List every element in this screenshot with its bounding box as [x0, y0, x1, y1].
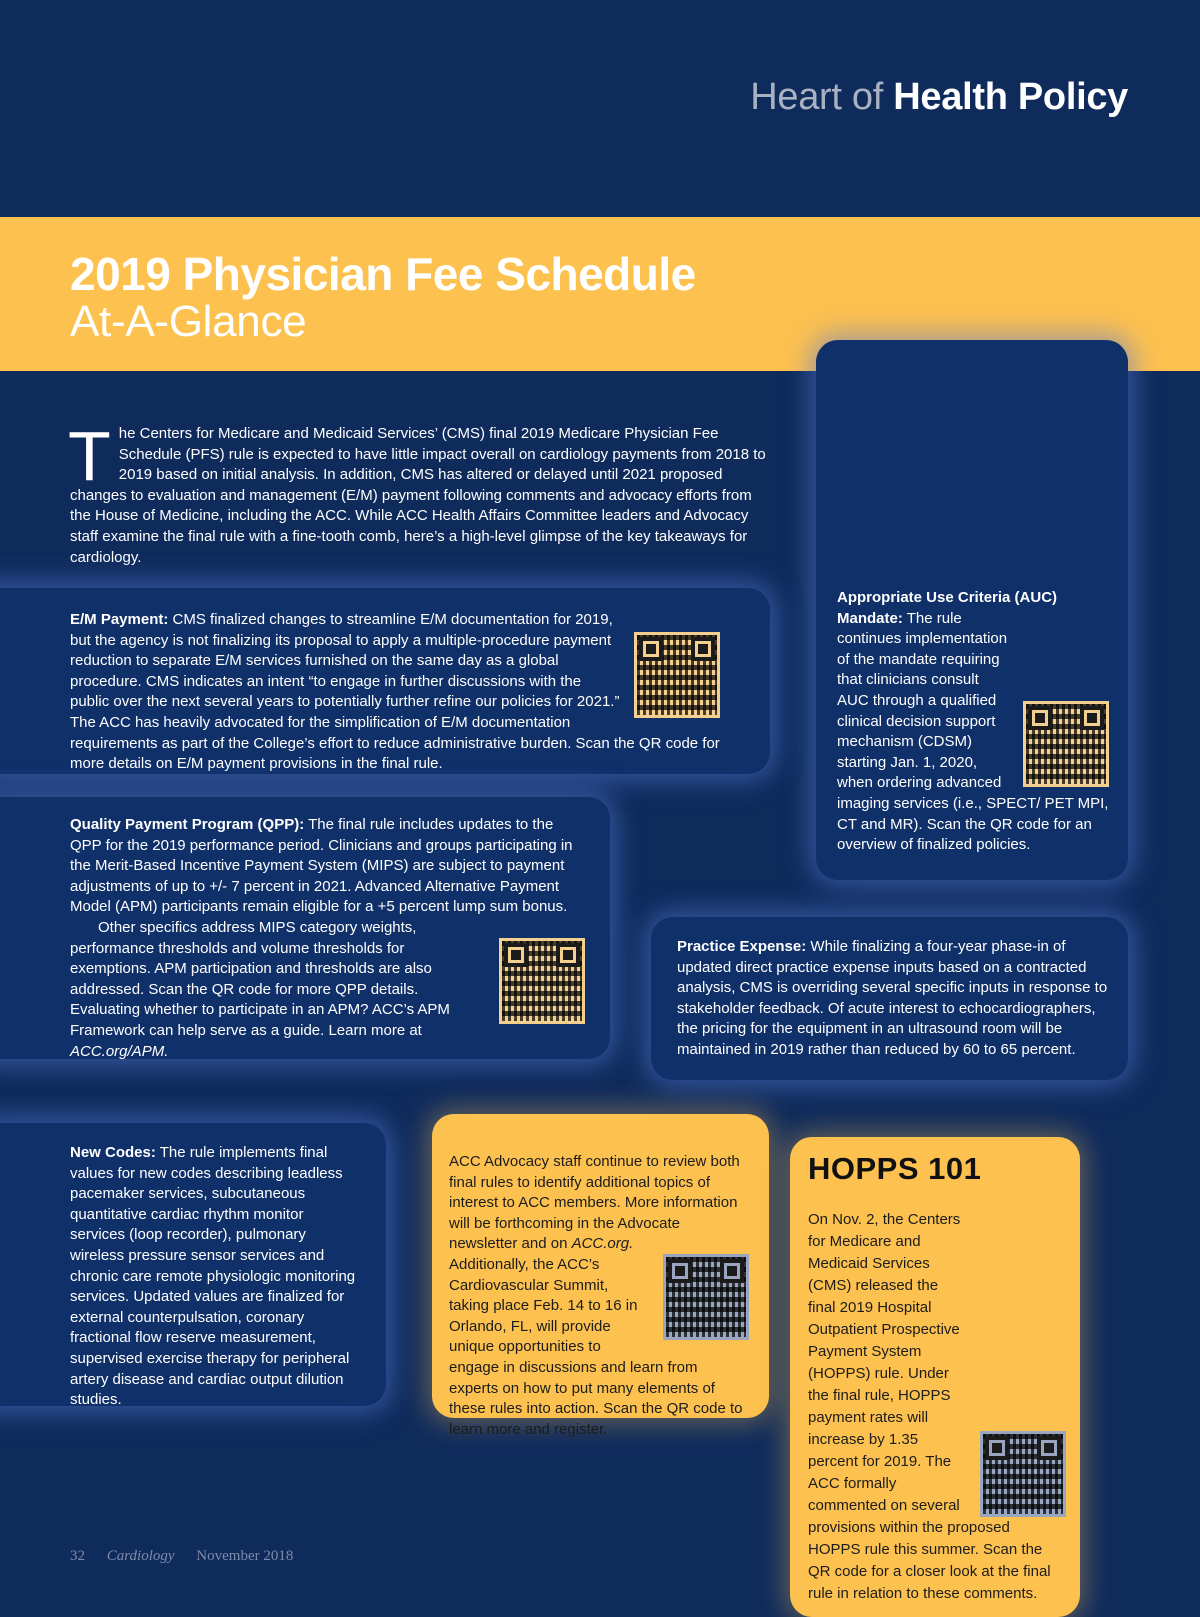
- new-codes-lead: New Codes:: [70, 1144, 156, 1161]
- auc-lead: Appropriate Use Criteria (AUC) Mandate:: [837, 589, 1058, 627]
- em-qr-code[interactable]: [634, 632, 720, 718]
- em-payment-text: [70, 610, 720, 775]
- drop-cap: T: [68, 417, 111, 495]
- qpp-link[interactable]: ACC.org/APM.: [70, 1042, 169, 1060]
- page-title: 2019 Physician Fee Schedule: [70, 248, 696, 300]
- auc-body: The rule continues implementation of the mandate requiring that clinicians consult AUC through a qualified clinical decision support mechanism (CDSM) starting Jan. 1, 2020, when ordering advanced imaging services (i.e., SPECT/ PET MPI, CT and MR). Scan the QR code for an overview of finalized policies.: [837, 609, 1109, 854]
- page-subtitle: At-A-Glance: [70, 297, 307, 346]
- advocacy-qr-code[interactable]: [663, 1254, 749, 1340]
- hopps-box: [790, 1137, 1080, 1617]
- em-payment-lead: E/M Payment:: [70, 611, 169, 628]
- hopps-qr-code[interactable]: [980, 1431, 1066, 1517]
- page-number: 32: [70, 1548, 85, 1564]
- advocacy-link[interactable]: ACC.org.: [571, 1235, 634, 1253]
- kicker-light: Heart of: [750, 76, 883, 118]
- hopps-title: HOPPS 101: [808, 1151, 982, 1186]
- practice-expense-body: While finalizing a four-year phase-in of updated direct practice expense inputs based on a contracted analysis, CMS is overriding several specific inputs in response to stakeholder feedback. Of acute interest to echocardiographers, the pricing for the equipment in an ultrasound room will be maintained in 2019 rather than reduced by 60 to 65 percent.: [677, 938, 1108, 1058]
- qpp-body-2: Other specifics address MIPS category weights, performance thresholds and volume thresholds for exemptions. APM participation and thresholds are also addressed. Scan the QR code for more QPP details. Evaluating whether to participate in an APM? ACC’s APM Framework can help serve as a guide. Learn more at: [70, 918, 450, 1039]
- new-codes-text: [70, 1143, 360, 1411]
- section-kicker: [750, 76, 1128, 119]
- intro-text: he Centers for Medicare and Medicaid Services’ (CMS) final 2019 Medicare Physician Fee Schedule (PFS) rule is expected to have little impact overall on cardiology payments from 2018 to 2019 based on initial analysis. In addition, CMS has altered or delayed until 2021 proposed changes to evaluation and management (E/M) payment following comments and advocacy efforts from the House of Medicine, including the ACC. While ACC Health Affairs Committee leaders and Advocacy staff examine the final rule with a fine-tooth comb, here’s a high-level glimpse of the key takeaways for cardiology.: [70, 425, 766, 566]
- qpp-qr-code[interactable]: [499, 938, 585, 1024]
- practice-expense-box: [651, 917, 1128, 1080]
- issue-date: November 2018: [196, 1548, 294, 1564]
- new-codes-box: [0, 1123, 386, 1409]
- new-codes-body: The rule implements final values for new codes describing leadless pacemaker services, subcutaneous quantitative cardiac rhythm monitor services (loop recorder), pulmonary wireless pressure sensor services and chronic care remote physiologic monitoring services. Updated values are finalized for external counterpulsation, coronary fractional flow reserve measurement, supervised exercise therapy for peripheral artery disease and cardiac output dilution studies.: [70, 1144, 356, 1409]
- auc-qr-code[interactable]: [1023, 701, 1109, 787]
- auc-box: [816, 340, 1128, 880]
- hopps-content: [808, 1151, 1066, 1605]
- advocacy-body-2: Additionally, the ACC’s Cardiovascular Summit, taking place Feb. 14 to 16 in Orlando, FL, will provide unique opportunities to engage in discussions and learn from experts on how to put many elements of these rules into action. Scan the QR code to learn more and register.: [449, 1255, 743, 1438]
- practice-expense-text: [677, 937, 1113, 1061]
- hopps-body: On Nov. 2, the Centers for Medicare and Medicaid Services (CMS) released the final 2019 Hospital Outpatient Prospective Payment System (HOPPS) rule. Under the final rule, HOPPS payment rates will increase by 1.35 percent for 2019. The ACC formally commented on several provisions within the proposed HOPPS rule this summer. Scan the QR code for a closer look at the final rule in relation to these comments.: [808, 1211, 1051, 1602]
- magazine-name: Cardiology: [106, 1548, 175, 1564]
- em-payment-box: [0, 588, 770, 774]
- advocacy-text: [449, 1152, 749, 1440]
- em-payment-body: CMS finalized changes to streamline E/M documentation for 2019, but the agency is not finalizing its proposal to apply a multiple-procedure payment reduction to separate E/M services furnished on the same day as a global procedure. CMS indicates an intent “to engage in further discussions with the public over the next several years to potentially further refine our policies for 2021.” The ACC has heavily advocated for the simplification of E/M documentation requirements as part of the College’s effort to reduce administrative burden. Scan the QR code for more details on E/M payment provisions in the final rule.: [70, 611, 720, 773]
- practice-expense-lead: Practice Expense:: [677, 938, 807, 955]
- kicker-bold: Health Policy: [893, 76, 1128, 118]
- qpp-lead: Quality Payment Program (QPP):: [70, 816, 305, 833]
- auc-text: [837, 588, 1109, 856]
- page-footer: [70, 1548, 311, 1565]
- advocacy-body-1: ACC Advocacy staff continue to review both final rules to identify additional topics of interest to ACC members. More information will be forthcoming in the Advocate newsletter and on: [449, 1153, 740, 1253]
- qpp-box: [0, 797, 610, 1059]
- hopps-text: [808, 1209, 1066, 1605]
- qpp-text: [70, 815, 585, 1062]
- intro-paragraph: [68, 417, 770, 568]
- qpp-body-1: The final rule includes updates to the QPP for the 2019 performance period. Clinicians and groups participating in the Merit-Based Incentive Payment System (MIPS) are subject to payment adjustments of up to +/- 7 percent in 2021. Advanced Alternative Payment Model (APM) participants remain eligible for a +5 percent lump sum bonus.: [70, 816, 573, 916]
- advocacy-box: [432, 1114, 769, 1438]
